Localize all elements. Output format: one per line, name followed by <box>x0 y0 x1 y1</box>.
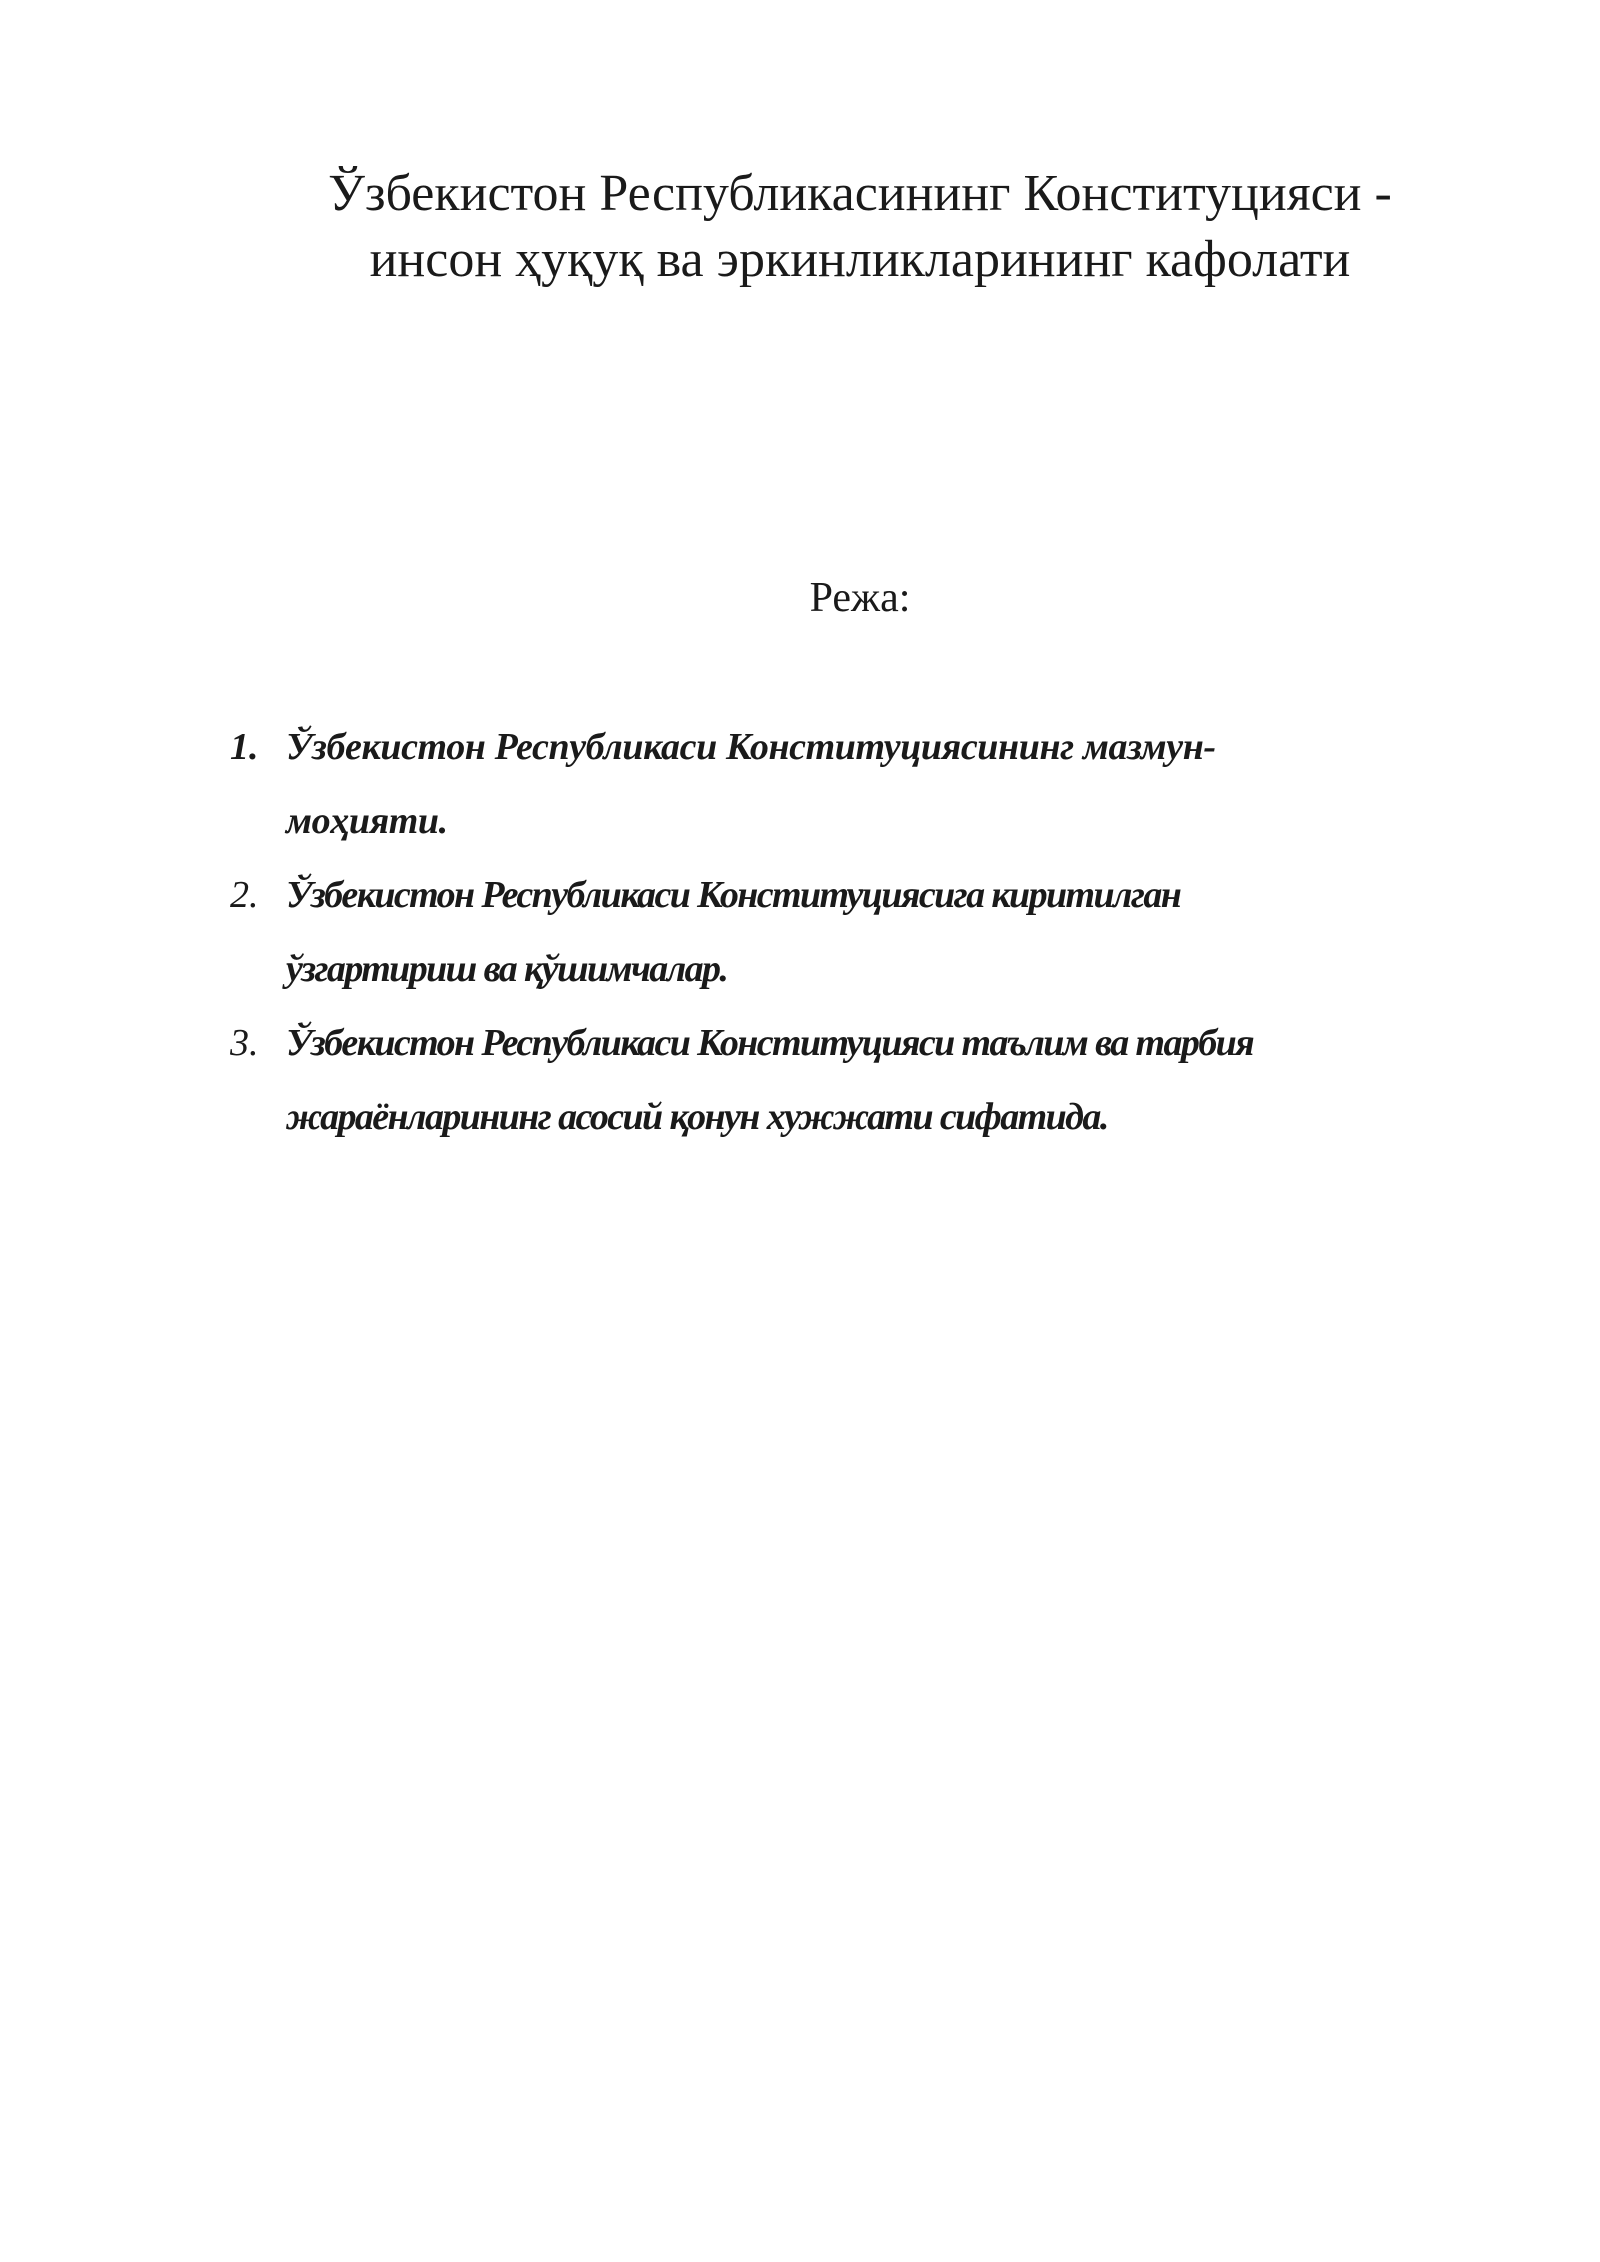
plan-item-number: 3. <box>230 1022 259 1064</box>
plan-item-text <box>286 710 1460 858</box>
plan-item-text <box>286 1006 1460 1154</box>
plan-item-text-line: Ўзбекистон Республикаси Конституциясига киритилган <box>286 874 1181 916</box>
plan-item-number: 2. <box>230 874 259 916</box>
plan-item-text-line: ўзгартириш ва қўшимчалар. <box>286 948 728 990</box>
plan-item-number: 1. <box>230 726 259 768</box>
plan-item-text-line: Ўзбекистон Республикаси Конституцияси таълим ва тарбия <box>286 1022 1254 1064</box>
plan-list-item <box>230 710 1460 858</box>
plan-item-text-line: Ўзбекистон Республикаси Конституциясининг мазмун- <box>286 726 1216 768</box>
plan-list-item <box>230 1006 1460 1154</box>
plan-list-item <box>230 858 1460 1006</box>
document-title-line-1: Ўзбекистон Республикасининг Конституцияси - <box>328 165 1392 222</box>
plan-item-text <box>286 858 1460 1006</box>
plan-item-text-line: жараёнларининг асосий қонун хужжати сифатида. <box>286 1096 1108 1138</box>
document-title-line-2: инсон ҳуқуқ ва эркинликларининг кафолати <box>369 231 1351 288</box>
plan-item-text-line: моҳияти. <box>286 800 448 842</box>
plan-heading: Режа: <box>809 575 911 621</box>
